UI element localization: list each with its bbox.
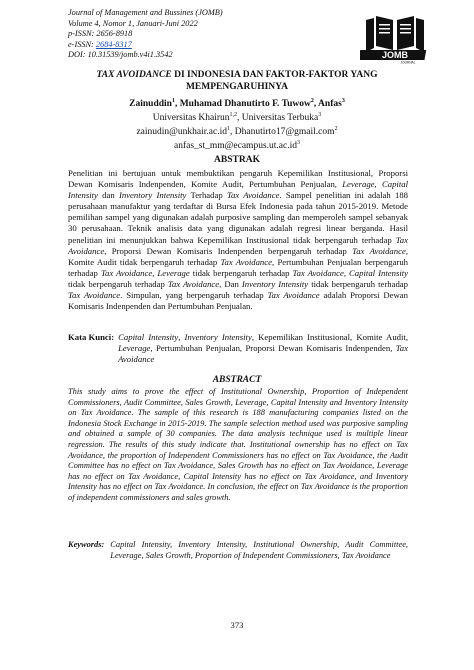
abstract-heading: ABSTRACT	[212, 375, 262, 385]
journal-name: Journal of Management and Bussines (JOMB)	[68, 8, 223, 17]
abstrak-text: Penelitian ini bertujuan untuk membuktikan pengaruh Kepemilikan Institusional, Proporsi Dewan Komisaris Indenpenden, Komite Audit, Pertumbuhan Penjualan, Leverage, Capital Intensity dan Inventory Intensity Terhadap Tax Avoidance. Sampel penelitian ini adalah 188 perusahaan manufaktur yang terdaftar di Bursa Efek Indonesia pada tahun 2015-2019. Metode pemilihan sampel yang digunakan adalah purposive sampling dan memperoleh sampel sebanyak 30 perusahaan. Teknik analisis data yang digunakan adalah regresi linear berganda. Hasil penelitian ini menunjukkan bahwa Kepemilikan Institusional tidak berpengaruh terhadap Tax Avoidance, Proporsi Dewan Komisaris Indenpenden berpengaruh terhadap Tax Avoidance, Komite Audit tidak berpengaruh terhadap Tax Avoidance, Pertumbuhan Penjualan berpengaruh terhadap Tax Avoidance, Leverage tidak berpengaruh terhadap Tax Avoidance, Capital Intensity tidak berpengaruh terhadap Tax Avoidance, Dan Inventory Intensity tidak berpengaruh terhadap Tax Avoidance. Simpulan, yang berpengaruh terhadap Tax Avoidance adalah Proporsi Dewan Komisaris Indenpenden dan Pertumbuhan Penjualan.	[68, 168, 409, 312]
journal-doi: DOI: 10.31539/jomb.v4i1.3542	[68, 50, 173, 60]
journal-volume: Volume 4, Nomor 1, Januari-Juni 2022	[68, 18, 198, 28]
kata-kunci	[68, 332, 408, 365]
keywords-label: Keywords:	[68, 540, 105, 549]
author-email-2: $anfas\_st\_mm@ecampus.ut.ac.id^3$	[174, 140, 300, 152]
eissn-link[interactable]: 2684-8317	[95, 39, 132, 49]
kata-kunci-label: Kata Kunci:	[68, 332, 115, 342]
journal-eissn-line: e-ISSN: 2684-8317	[68, 39, 132, 49]
logo-subtitle: JOURNAL	[400, 60, 416, 64]
abstrak-heading: ABSTRAK	[214, 155, 260, 165]
paper-title: TAX AVOIDANCE DI INDONESIA DAN FAKTOR-FAKTOR YANG MEMPENGARUHINYA	[96, 70, 378, 92]
author-block	[60, 96, 414, 153]
keywords-values: Capital Intensity, Inventory Intensity, Institutional Ownership, Audit Committee, Leverage, Sales Growth, Proportion of Independent Commissioners, Tax Avoidance	[110, 540, 408, 560]
author-affiliations: Universitas Khairun$^{1,2}$, Universitas Terbuka$^3$	[152, 112, 322, 124]
logo-text: JOMB	[381, 50, 409, 60]
journal-pissn: p-ISSN: 2656-8918	[68, 29, 133, 39]
kata-kunci-values: Capital Intensity, Inventory Intensity, Kepemilikan Institusional, Komite Audit, Leverage, Pertumbuhan Penjualan, Proporsi Dewan Komisaris Indenpenden, Tax Avoidance	[118, 332, 409, 364]
abstract-text: This study aims to prove the effect of Institutional Ownership, Proportion of Independent Commissioners, Audit Committee, Sales Growth, Leverage, Capital Intensity and Inventory Intensity on Tax Avoidance. The sample of this research is 188 manufacturing companies listed on the Indonesia Stock Exchange in 2015-2019. The sample selection method used was purposive sampling and obtained a sample of 30 companies. The data analysis technique used is multiple linear regression. The results of this study indicate that. Institutional ownership has no effect on Tax Avoidance, the proportion of Independent Commissioners has no effect on Tax Avoidance, the Audit Committee has no effect on Tax Avoidance, Sales Growth has no effect on Tax Avoidance, Leverage has no effect on Tax Avoidance, Capital Intensity has no effect on Tax Avoidance, and Inventory Intensity has no effect on Tax Avoidance. In conclusion, the effect on Tax Avoidance is the proportion of independent commissioners and sales growth.	[68, 387, 408, 502]
author-emails: $zainudin@unkhair.ac.id^1$, Dhanutirto17@gmail.com$^2$	[136, 126, 338, 138]
page-number: 373	[230, 620, 244, 630]
jomb-logo	[360, 6, 430, 64]
author-names: Zainuddin$^1$, Muhamad Dhanutirto F. Tuwow$^2$, Anfas$^3$	[129, 98, 345, 110]
journal-header	[68, 8, 223, 61]
keywords	[68, 540, 408, 561]
